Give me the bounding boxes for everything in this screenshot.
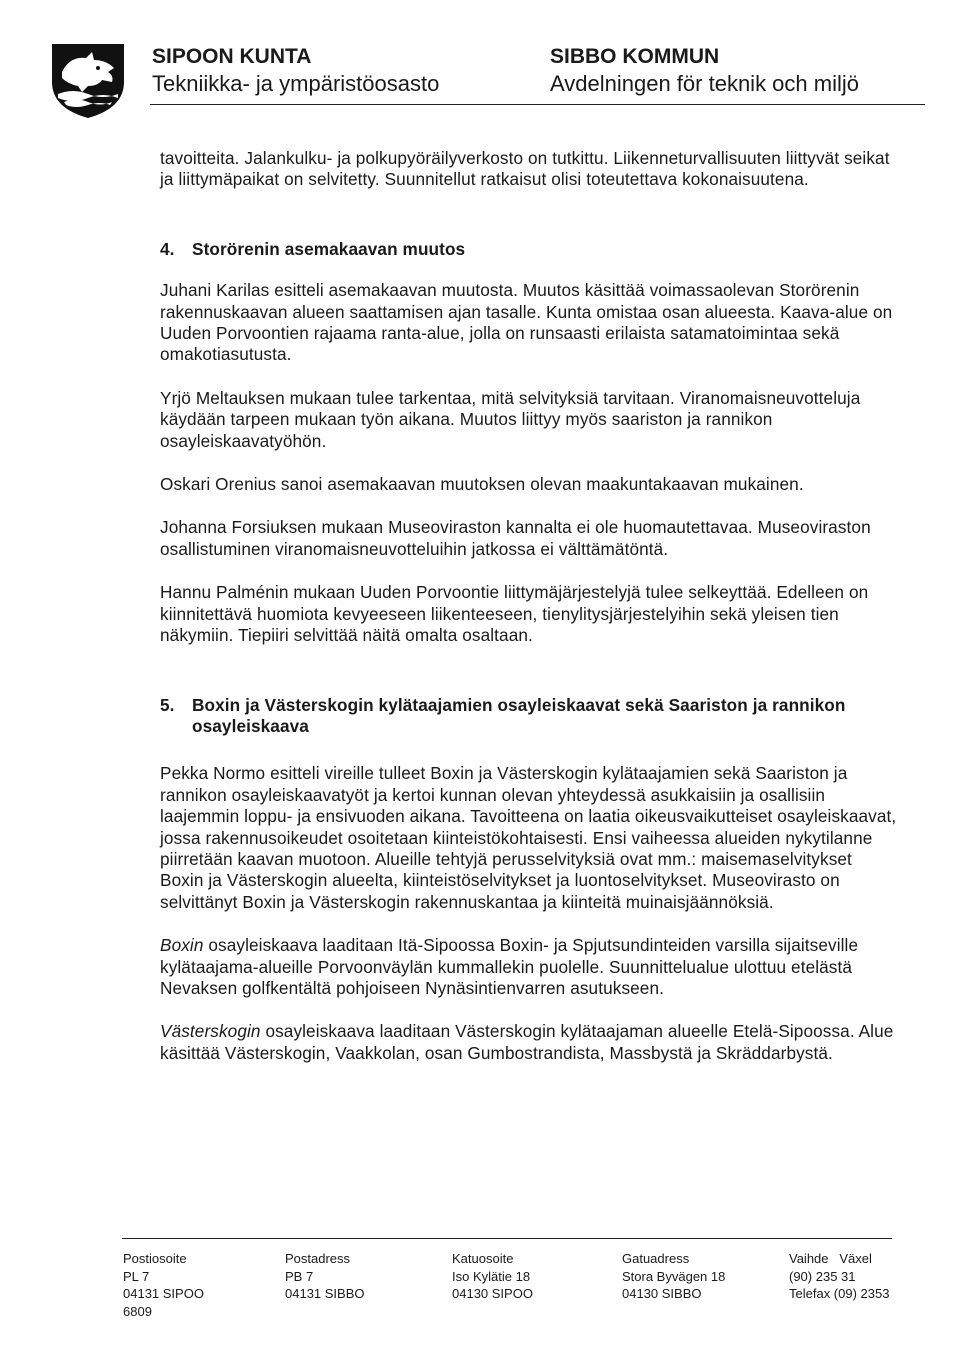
footer-line: 6809: [123, 1303, 152, 1319]
footer-line: PL 7: [123, 1268, 150, 1284]
wolf-crest-icon: [48, 42, 128, 120]
footer-line: Vaihde Växel: [789, 1251, 872, 1266]
section-number: 5.: [160, 694, 175, 715]
footer-line: PB 7: [285, 1268, 314, 1284]
footer-line: 04130 SIBBO: [622, 1286, 702, 1301]
paragraph-intro: tavoitteita. Jalankulku- ja polkupyöräilyverkosto on tutkittu. Liikenneturvallisuuten liittyvät seikat ja liittymäpaikat on selvitetty. Suunnitellut ratkaisut olisi toteutettava kokonaisuutena.: [160, 148, 890, 190]
footer-line: Gatuadress: [622, 1251, 690, 1266]
footer-street-address-fi: [452, 1250, 533, 1303]
section-5-heading: [160, 695, 900, 738]
footer-line: Telefax (09) 2353: [789, 1286, 890, 1301]
footer-line: Postadress: [285, 1251, 351, 1266]
footer-line: 04131 SIPOO: [123, 1286, 204, 1301]
paragraph: Yrjö Meltauksen mukaan tulee tarkentaa, mitä selvityksiä tarvitaan. Viranomaisneuvotteluja käydään tarpeen mukaan työn aikana. Muutos liittyy myös saariston ja rannikon osayleiskaavatyöhön.: [160, 387, 861, 451]
footer-line: (90) 235 31: [789, 1268, 856, 1284]
paragraph: [160, 1021, 900, 1064]
paragraph: Oskari Orenius sanoi asemakaavan muutoksen olevan maakuntakaavan mukainen.: [160, 474, 804, 495]
header-left: [152, 44, 439, 98]
emphasis: Västerskogin: [160, 1021, 261, 1042]
footer-phone: [789, 1250, 889, 1303]
emphasis: Boxin: [160, 935, 204, 956]
paragraph-text: osayleiskaava laaditaan Västerskogin kylätaajaman alueelle Etelä-Sipoossa. Alue käsittää Västerskogin, Vaakkolan, osan Gumbostrandista, Massbystä ja Skräddarbystä.: [160, 1021, 894, 1063]
footer-divider: [122, 1238, 892, 1239]
section-title: Storörenin asemakaavan muutos: [192, 238, 466, 259]
section-number: 4.: [160, 238, 175, 259]
footer-postal-address-sv: [285, 1250, 365, 1303]
department-name-fi: Tekniikka- ja ympäristöosasto: [152, 71, 440, 96]
municipality-name-fi: SIPOON KUNTA: [152, 45, 312, 68]
footer-line: 04131 SIBBO: [285, 1286, 365, 1301]
footer-line: Katuosoite: [452, 1251, 514, 1266]
footer-postal-address-fi: [123, 1250, 204, 1320]
paragraph: Hannu Palménin mukaan Uuden Porvoontie liittymäjärjestelyjä tulee selkeyttää. Edelleen on kiinnitettävä huomiota kevyeeseen liikenteeseen, tienylitysjärjestelyihin sekä yleisen tien näkymiin. Tiepiiri selvittää näitä omalta osaltaan.: [160, 582, 869, 646]
municipality-name-sv: SIBBO KOMMUN: [550, 45, 720, 68]
section-title: Boxin ja Västerskogin kylätaajamien osayleiskaavat sekä Saariston ja rannikon osayleiskaava: [192, 694, 846, 736]
paragraph-text: osayleiskaava laaditaan Itä-Sipoossa Boxin- ja Spjutsundinteiden varsilla sijaitseville kylätaajama-alueille Porvoonväylän kummallekin puolelle. Suunnittelualue ulottuu etelästä Nevaksen golfkentältä pohjoiseen Nynäsintienvarren asutukseen.: [160, 935, 859, 998]
document-body: [160, 148, 900, 1064]
paragraph: Pekka Normo esitteli vireille tulleet Boxin ja Västerskogin kylätaajamien sekä Saariston ja rannikon osayleiskaavatyöt ja kertoi kunnan olevan yhteydessä asukkaisiin ja osallisiin laajemmin loppu- ja ensivuoden aikana. Tavoitteena on laatia oikeusvaikutteiset osayleiskaavat, jossa rakennusoikeudet osoitetaan kiinteistökohtaisesti. Ensi vaiheessa alueiden nykytilanne piirretään kaavan muotoon. Alueille tehtyjä perusselvityksiä ovat mm.: maisemaselvitykset Boxin ja Västerskogin alueelta, kiinteistöselvitykset ja luontoselvitykset. Museovirasto on selvittänyt Boxin ja Västerskogin rakennuskantaa ja kiinteitä muinaisjäännöksiä.: [160, 763, 897, 912]
header-right: [550, 44, 859, 98]
footer-street-address-sv: [622, 1250, 725, 1303]
paragraph: Juhani Karilas esitteli asemakaavan muutosta. Muutos käsittää voimassaolevan Storörenin rakennuskaavan alueen saattamisen ajan tasalle. Kunta omistaa osan alueesta. Kaava-alue on Uuden Porvoontien rajaama ranta-alue, jolla on runsaasti erilaista satamatoimintaa sekä omakotiasutusta.: [160, 280, 893, 365]
paragraph: [160, 935, 900, 999]
department-name-sv: Avdelningen för teknik och miljö: [550, 71, 859, 96]
letterhead: [0, 0, 960, 120]
footer-line: Postiosoite: [123, 1251, 187, 1266]
section-4-heading: [160, 239, 900, 260]
footer-line: 04130 SIPOO: [452, 1286, 533, 1301]
paragraph: Johanna Forsiuksen mukaan Museoviraston kannalta ei ole huomautettavaa. Museoviraston osallistuminen viranomaisneuvotteluihin jatkossa ei välttämätöntä.: [160, 517, 871, 559]
header-divider: [150, 104, 925, 105]
footer-line: Stora Byvägen 18: [622, 1268, 726, 1284]
footer-line: Iso Kylätie 18: [452, 1268, 531, 1284]
